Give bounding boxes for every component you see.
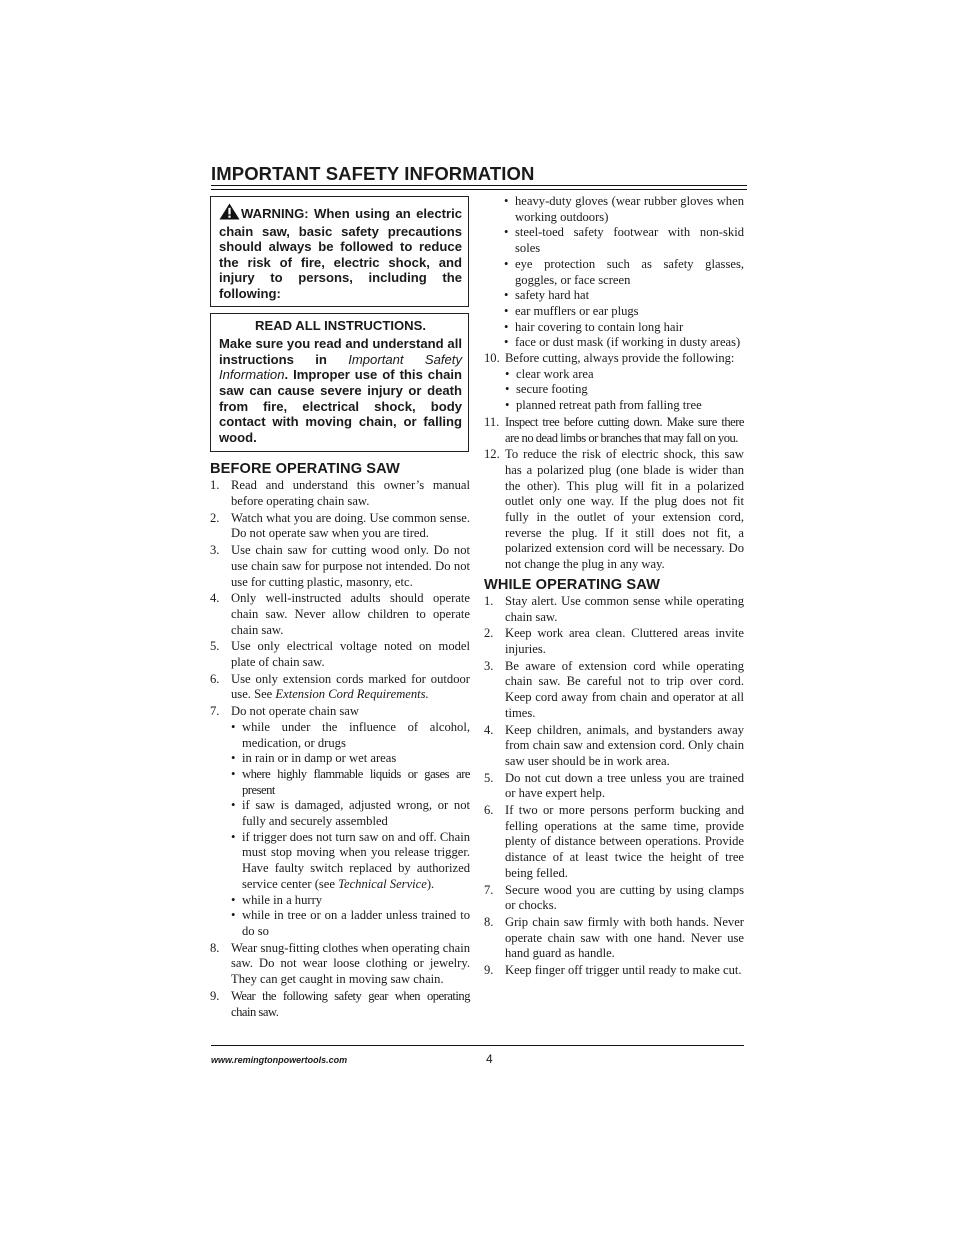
before-cutting-bullets bbox=[505, 367, 744, 414]
footer-rule bbox=[211, 1045, 744, 1046]
before-operating-list bbox=[210, 478, 470, 1020]
list-item: 4. Only well-instructed adults should operate chain saw. Never allow children to operate chain saw. bbox=[210, 591, 470, 637]
warning-triangle-icon bbox=[219, 203, 240, 224]
read-box-text: Make sure you read and understand all instructions in bbox=[219, 336, 462, 367]
page-number: 4 bbox=[486, 1052, 493, 1066]
right-column bbox=[484, 194, 744, 980]
list-item: 5. Do not cut down a tree unless you are trained or have expert help. bbox=[484, 770, 744, 801]
read-box-text-tail: . Improper use of this chain saw can cause severe injury or death from fire, electrical shock, body contact with moving chain, or falling wood. bbox=[219, 367, 462, 445]
bullet-item: • ear mufflers or ear plugs bbox=[504, 303, 639, 318]
left-column bbox=[210, 196, 470, 1021]
list-item: 8. Grip chain saw firmly with both hands. Never operate chain saw with one hand. Never use hand guard as handle. bbox=[484, 914, 744, 961]
list-item: 4. Keep children, animals, and bystanders away from chain saw and extension cord. Only chain saw user should be in work area. bbox=[484, 722, 744, 768]
list-item: 12. To reduce the risk of electric shock, this saw has a polarized plug (one blade is wider than the other). This plug will fit in a polarized outlet only one way. If the plug does not fit fully in the outlet of your extension cord, reverse the plug. If it still does not fit, a polarized extension cord will be necessary. Do not change the plug in any way. bbox=[484, 447, 744, 572]
bullet-item: • heavy-duty gloves (wear rubber gloves when working outdoors) bbox=[504, 194, 744, 224]
bullet-item: • while under the influence of alcohol, medication, or drugs bbox=[231, 719, 470, 750]
bullet-item: • if saw is damaged, adjusted wrong, or not fully and securely assembled bbox=[231, 798, 470, 829]
list-item: 3. Be aware of extension cord while operating chain saw. Be careful not to trip over cord. Keep cord away from chain and operator at all times. bbox=[484, 658, 744, 720]
list-item: 7. Do not operate chain saw • while under the influence of alcohol, medication, or drugs • in rain or in damp or wet areas • where highly flammable liquids or gases are present • if saw is damaged, adjusted wrong, or not fully and securely assembled • if trigger does not turn saw on and off. Chain must stop moving when you release trigger. Have faulty switch replaced by authorized service center (see Technical Service). • while in a hurry • while in tree or on a ladder unless trained to do so bbox=[210, 704, 470, 938]
warning-box bbox=[210, 196, 469, 307]
bullet-item: • hair covering to contain long hair bbox=[504, 319, 684, 334]
list-item: 8. Wear snug-fitting clothes when operating chain saw. Do not wear loose clothing or jewelry. They can get caught in moving saw chain. bbox=[210, 940, 470, 987]
read-instructions-box bbox=[210, 313, 469, 453]
list-item: 1. Stay alert. Use common sense while operating chain saw. bbox=[484, 593, 744, 624]
list-item: 6. Use only extension cords marked for outdoor use. See Extension Cord Requirements. bbox=[210, 671, 470, 702]
list-item: 10. Before cutting, always provide the following: • clear work area • secure footing • planned retreat path from falling tree bbox=[484, 351, 744, 414]
warning-text: WARNING: When using an electric chain saw, basic safety precautions should always be followed to reduce the risk of fire, electric shock, and injury to persons, including the following: bbox=[219, 206, 462, 301]
list-item: 3. Use chain saw for cutting wood only. Do not use chain saw for purpose not intended. Do not use for cutting plastic, masonry, etc. bbox=[210, 543, 470, 589]
bullet-item: • while in a hurry bbox=[231, 892, 323, 907]
footer-url: www.remingtonpowertools.com bbox=[211, 1055, 348, 1065]
list-item: 2. Watch what you are doing. Use common sense. Do not operate saw when you are tired. bbox=[210, 510, 470, 541]
do-not-operate-bullets bbox=[231, 720, 470, 940]
list-item: 2. Keep work area clean. Cluttered areas invite injuries. bbox=[484, 626, 744, 656]
while-operating-list bbox=[484, 594, 744, 979]
title-rule-thin bbox=[211, 189, 747, 190]
list-item: 9. Keep finger off trigger until ready to make cut. bbox=[484, 963, 742, 978]
read-box-title: READ ALL INSTRUCTIONS. bbox=[255, 317, 426, 333]
list-item: 1. Read and understand this owner’s manual before operating chain saw. bbox=[210, 478, 470, 509]
before-operating-heading: BEFORE OPERATING SAW bbox=[210, 461, 400, 478]
list-item: 6. If two or more persons perform bucking and felling operations at the same time, provide plenty of distance between operations. Provide distance of at least twice the height of tree being felled. bbox=[484, 803, 744, 880]
bullet-item: • face or dust mask (if working in dusty areas) bbox=[504, 335, 741, 350]
while-operating-heading: WHILE OPERATING SAW bbox=[484, 576, 660, 593]
bullet-item: • if trigger does not turn saw on and off. Chain must stop moving when you release trigger. Have faulty switch replaced by authorized service center (see Technical Service). bbox=[231, 829, 470, 891]
title-rule bbox=[211, 185, 747, 186]
bullet-item: • clear work area bbox=[505, 366, 594, 381]
bullet-item: • planned retreat path from falling tree bbox=[505, 398, 702, 413]
bullet-item: • safety hard hat bbox=[504, 288, 590, 303]
bullet-item: • where highly flammable liquids or gases are present bbox=[231, 766, 470, 797]
bullet-item: • in rain or in damp or wet areas bbox=[231, 751, 397, 766]
read-box-italic: Important Safety Information bbox=[219, 351, 462, 383]
before-operating-list-continued bbox=[484, 351, 744, 573]
page-title: IMPORTANT SAFETY INFORMATION bbox=[211, 163, 535, 184]
list-item: 7. Secure wood you are cutting by using clamps or chocks. bbox=[484, 882, 744, 913]
list-item: 9. Wear the following safety gear when operating chain saw. bbox=[210, 988, 470, 1019]
bullet-item: • while in tree or on a ladder unless trained to do so bbox=[231, 908, 470, 938]
list-item: 11. Inspect tree before cutting down. Make sure there are no dead limbs or branches that may fall on you. bbox=[484, 414, 744, 445]
safety-gear-bullets bbox=[484, 194, 744, 351]
bullet-item: • steel-toed safety footwear with non-skid soles bbox=[504, 225, 744, 256]
bullet-item: • secure footing bbox=[505, 382, 588, 397]
bullet-item: • eye protection such as safety glasses, goggles, or face screen bbox=[504, 256, 744, 287]
list-item: 5. Use only electrical voltage noted on model plate of chain saw. bbox=[210, 639, 470, 670]
